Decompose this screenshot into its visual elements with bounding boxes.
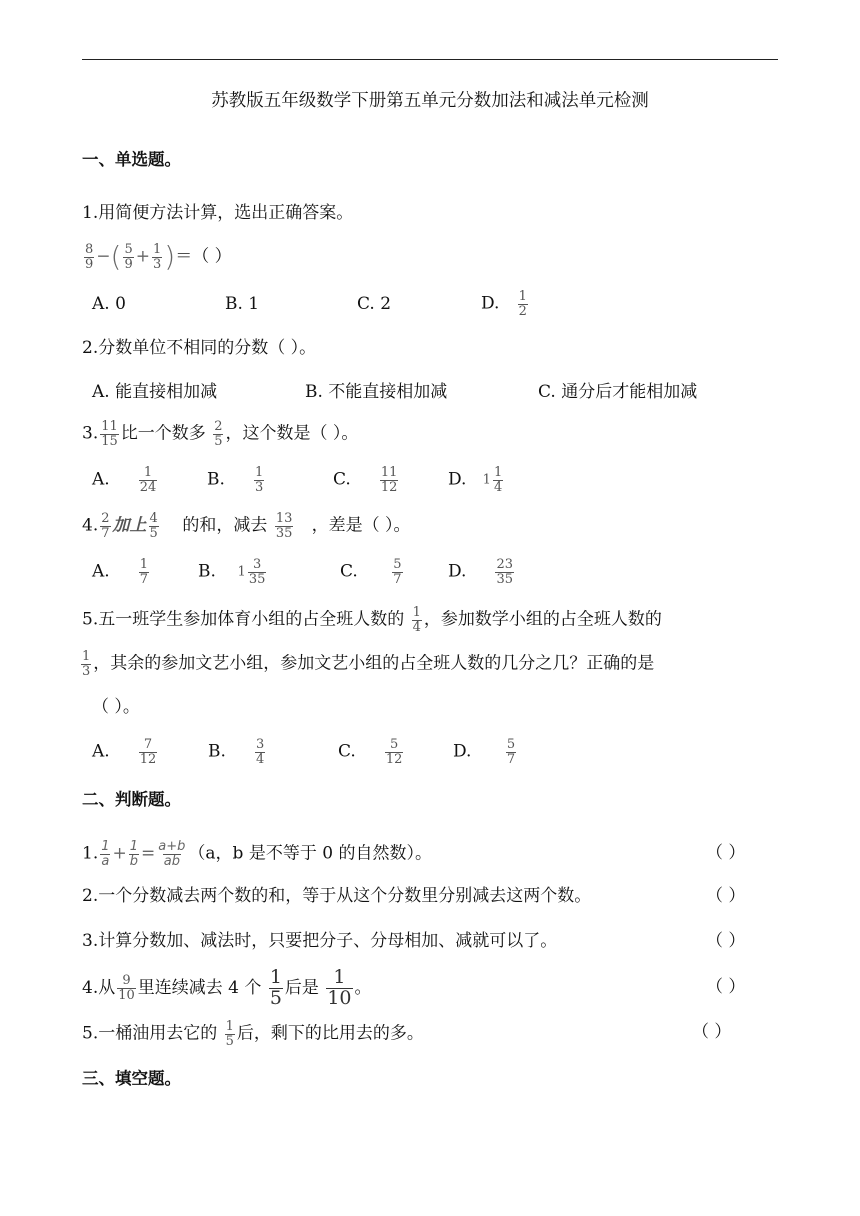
- q5-option-d[interactable]: [453, 738, 518, 766]
- fraction: [269, 968, 283, 1009]
- option-label: C.: [338, 741, 356, 762]
- question-text: ，这个数是（ ）。: [225, 423, 359, 444]
- question-5-line-2: [82, 650, 654, 678]
- denominator: 12: [385, 751, 403, 767]
- fraction: [100, 420, 119, 448]
- denominator: 4: [493, 479, 503, 495]
- fraction: [81, 650, 91, 678]
- question-5-line-3: （ ）。: [92, 697, 140, 717]
- section-heading-fill-in: 三、填空题。: [82, 1069, 181, 1088]
- judge-5-text: [82, 1020, 424, 1048]
- question-4-text: [82, 512, 411, 540]
- equals-sign: =: [141, 843, 156, 864]
- numerator: 13: [275, 511, 293, 526]
- denominator: 7: [393, 571, 402, 587]
- numerator: 3: [252, 557, 262, 572]
- q5-option-c[interactable]: [338, 738, 405, 766]
- q4-option-d[interactable]: [448, 558, 516, 586]
- fraction: [100, 840, 110, 868]
- minus-sign: −: [96, 246, 111, 267]
- numerator: 2: [214, 419, 223, 434]
- q1-option-b[interactable]: B. 1: [225, 294, 260, 314]
- numerator: 1: [254, 465, 264, 480]
- judge-1-answer-box[interactable]: （ ）: [706, 843, 746, 863]
- fraction: [275, 512, 294, 540]
- denominator: 3: [82, 663, 91, 679]
- q2-option-c[interactable]: C. 通分后才能相加减: [538, 382, 698, 402]
- judge-2-text: 2.一个分数减去两个数的和，等于从这个分数里分别减去这两个数。: [82, 886, 592, 906]
- question-text: 4.从: [82, 977, 116, 998]
- denominator: a: [101, 853, 110, 869]
- question-text: 后是: [284, 977, 319, 998]
- fraction: [385, 738, 404, 766]
- numerator: 11: [380, 465, 398, 480]
- q5-option-a[interactable]: [92, 738, 159, 766]
- denominator: 24: [139, 479, 157, 495]
- fraction: [129, 840, 139, 868]
- question-text: 里连续减去 4 个: [137, 977, 262, 998]
- question-text: 。: [354, 977, 372, 998]
- judge-3-answer-box[interactable]: （ ）: [706, 931, 746, 951]
- numerator: 1: [333, 966, 346, 988]
- question-1-text: 1.用简便方法计算，选出正确答案。: [82, 203, 354, 223]
- q4-option-c[interactable]: [340, 558, 405, 586]
- question-text: 5.一桶油用去它的: [82, 1023, 218, 1044]
- denominator: 35: [248, 571, 266, 587]
- q2-option-b[interactable]: B. 不能直接相加减: [305, 382, 448, 402]
- q1-option-a[interactable]: A. 0: [92, 294, 126, 314]
- denominator: 2: [518, 303, 527, 319]
- denominator: ab: [163, 853, 180, 869]
- fraction: [123, 243, 133, 271]
- numerator: 1: [412, 605, 421, 620]
- q4-option-b[interactable]: [198, 558, 268, 586]
- option-label: B.: [208, 741, 226, 762]
- expression-tail: ＝（ ）: [175, 246, 232, 267]
- denominator: 5: [225, 1033, 234, 1049]
- fraction: [518, 290, 528, 318]
- option-label: B.: [198, 561, 216, 582]
- fraction: [117, 974, 136, 1002]
- fraction: [493, 466, 503, 494]
- whole-number: 1: [482, 472, 491, 488]
- judge-5-answer-box[interactable]: （ ）: [692, 1022, 732, 1042]
- fraction: [326, 968, 352, 1009]
- question-text: 后，剩下的比用去的多。: [236, 1023, 424, 1044]
- question-3-text: [82, 420, 358, 448]
- denominator: 10: [118, 987, 135, 1003]
- fraction: [392, 558, 402, 586]
- fraction: [139, 466, 158, 494]
- numerator: 1: [143, 465, 153, 480]
- numerator: 5: [506, 737, 516, 752]
- page-title: 苏教版五年级数学下册第五单元分数加法和减法单元检测: [211, 91, 649, 111]
- numerator: 1: [82, 649, 91, 664]
- denominator: 10: [327, 986, 352, 1009]
- option-label: C.: [340, 561, 358, 582]
- option-label: A.: [92, 741, 110, 762]
- denominator: 5: [269, 986, 282, 1009]
- denominator: 12: [380, 479, 398, 495]
- numerator: 1: [269, 966, 282, 988]
- denominator: 9: [124, 256, 133, 272]
- numerator: 7: [143, 737, 153, 752]
- numerator: 2: [101, 511, 110, 526]
- option-label: D.: [453, 741, 472, 762]
- judge-4-answer-box[interactable]: （ ）: [706, 977, 746, 997]
- denominator: 4: [255, 751, 265, 767]
- numerator: 1: [153, 242, 162, 257]
- plus-sign: +: [112, 843, 127, 864]
- question-5-line-1: [82, 606, 662, 634]
- numerator: 5: [124, 242, 133, 257]
- question-text: ，其余的参加文艺小组，参加文艺小组的占全班人数的几分之几？正确的是: [93, 653, 655, 674]
- question-number: 1.: [82, 843, 99, 864]
- denominator: 12: [139, 751, 157, 767]
- q1-option-c[interactable]: C. 2: [357, 294, 392, 314]
- left-paren: (: [110, 240, 122, 274]
- question-text: ，参加数学小组的占全班人数的: [423, 609, 662, 630]
- denominator: 7: [139, 571, 148, 587]
- denominator: 35: [496, 571, 514, 587]
- fraction: [248, 558, 267, 586]
- question-1-expression: [82, 240, 232, 274]
- denominator: 5: [214, 433, 223, 449]
- option-label: D.: [448, 469, 467, 490]
- judge-3-text: 3.计算分数加、减法时，只要把分子、分母相加、减就可以了。: [82, 931, 558, 951]
- right-paren: ): [164, 240, 176, 274]
- q3-option-a[interactable]: [92, 466, 159, 494]
- numerator: 8: [85, 242, 94, 257]
- q1-option-d[interactable]: [481, 290, 530, 318]
- numerator: 1: [129, 839, 139, 854]
- header-rule: [82, 59, 778, 60]
- numerator: a+b: [158, 839, 186, 854]
- fraction: [139, 738, 158, 766]
- question-text: 的和，减去: [182, 515, 268, 536]
- fraction: [255, 738, 265, 766]
- option-label: B.: [207, 469, 225, 490]
- q3-option-b[interactable]: [207, 466, 266, 494]
- fraction: [100, 512, 110, 540]
- denominator: 35: [275, 525, 293, 541]
- fraction: [139, 558, 149, 586]
- option-label: D.: [448, 561, 467, 582]
- judge-2-answer-box[interactable]: （ ）: [706, 886, 746, 906]
- option-label: A.: [92, 469, 110, 490]
- judge-1-text: [82, 840, 432, 868]
- numerator: 11: [101, 419, 118, 434]
- numerator: 1: [493, 465, 503, 480]
- numerator: 1: [139, 557, 148, 572]
- q5-option-b[interactable]: [208, 738, 267, 766]
- question-text: （a，b 是不等于 0 的自然数）。: [188, 843, 432, 864]
- option-label: C.: [333, 469, 351, 490]
- denominator: 9: [85, 256, 94, 272]
- add-text: 加上: [112, 515, 147, 536]
- q3-option-d[interactable]: [448, 466, 505, 494]
- fraction: [506, 738, 516, 766]
- fraction: [152, 243, 162, 271]
- numerator: 1: [101, 839, 110, 854]
- question-text: 比一个数多: [120, 423, 206, 444]
- section-heading-true-false: 二、判断题。: [82, 790, 181, 809]
- numerator: 23: [496, 557, 514, 572]
- q2-option-a[interactable]: A. 能直接相加减: [92, 382, 218, 402]
- numerator: 3: [255, 737, 265, 752]
- whole-number: 1: [237, 564, 246, 580]
- fraction: [149, 512, 159, 540]
- question-number: 4.: [82, 515, 99, 536]
- numerator: 9: [122, 973, 131, 989]
- fraction: [225, 1020, 235, 1048]
- denominator: 15: [101, 433, 118, 449]
- option-label: D.: [481, 293, 500, 314]
- section-heading-single-choice: 一、单选题。: [82, 150, 181, 169]
- fraction: [380, 466, 399, 494]
- judge-4-text: [82, 968, 372, 1009]
- numerator: 5: [393, 557, 402, 572]
- denominator: 7: [101, 525, 110, 541]
- question-text: 5.五一班学生参加体育小组的占全班人数的: [82, 609, 405, 630]
- question-text: ，差是（ ）。: [311, 515, 411, 536]
- denominator: 4: [412, 619, 421, 635]
- fraction: [84, 243, 94, 271]
- denominator: 3: [153, 256, 162, 272]
- denominator: 7: [506, 751, 516, 767]
- q3-option-c[interactable]: [333, 466, 400, 494]
- fraction: [412, 606, 422, 634]
- fraction: [495, 558, 514, 586]
- question-2-text: 2.分数单位不相同的分数（ ）。: [82, 338, 317, 358]
- plus-sign: +: [135, 246, 150, 267]
- question-number: 3.: [82, 423, 99, 444]
- fraction: [213, 420, 223, 448]
- numerator: 1: [518, 289, 527, 304]
- denominator: 3: [254, 479, 264, 495]
- numerator: 5: [389, 737, 399, 752]
- q4-option-a[interactable]: [92, 558, 151, 586]
- denominator: b: [129, 853, 139, 869]
- denominator: 5: [149, 525, 158, 541]
- option-label: A.: [92, 561, 110, 582]
- numerator: 1: [225, 1019, 234, 1034]
- numerator: 4: [149, 511, 158, 526]
- fraction: [254, 466, 264, 494]
- fraction: [157, 840, 186, 868]
